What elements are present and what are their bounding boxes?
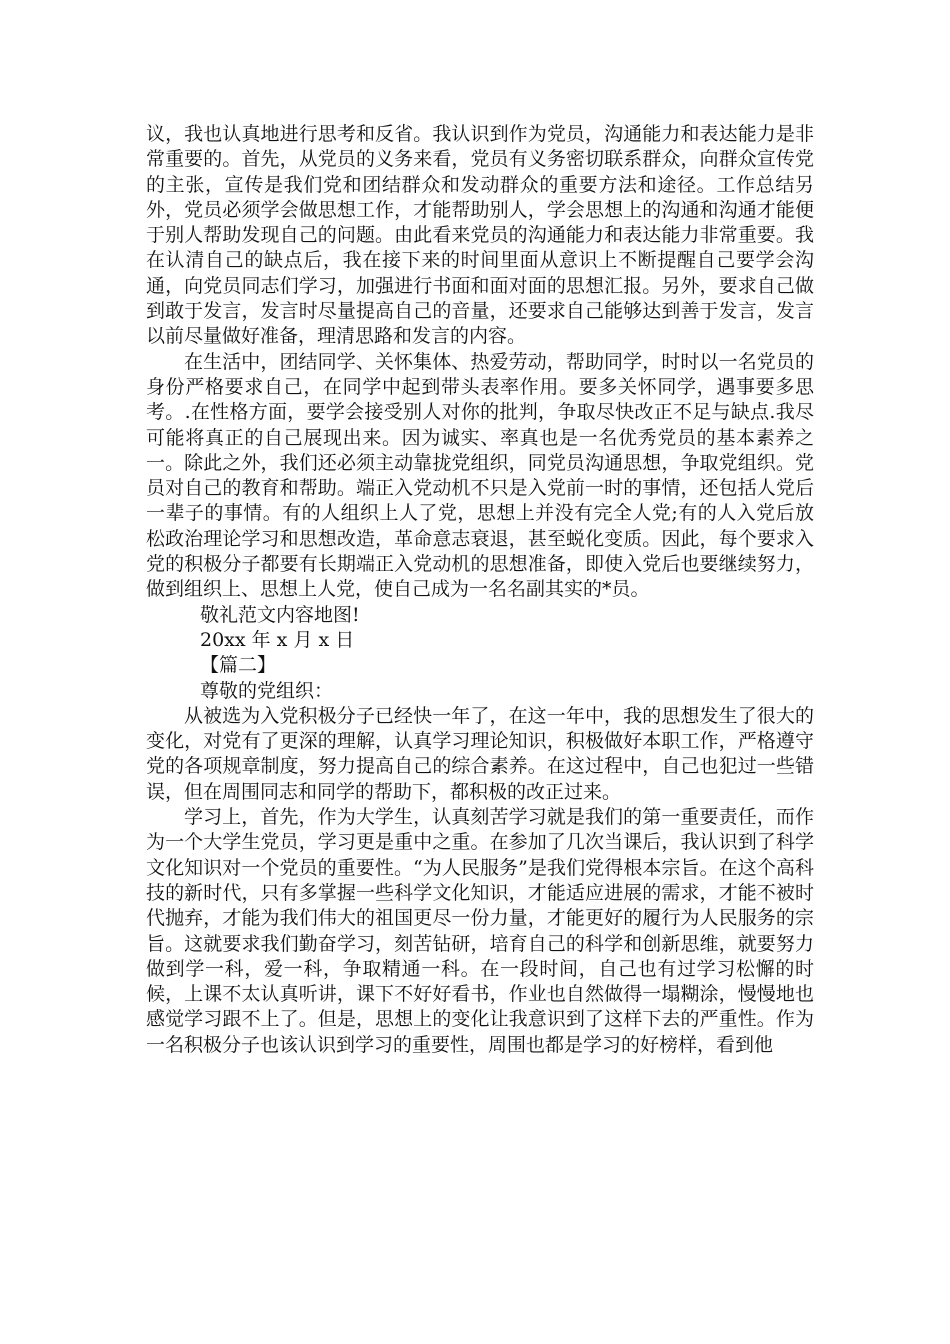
salutation-line: 尊敬的党组织： xyxy=(200,679,334,702)
date-line: 20xx 年 x 月 x 日 xyxy=(200,628,355,651)
paragraph-intro: 从被选为入党积极分子已经快一年了，在这一年中，我的思想发生了很大的变化，对党有了更深的理解，认真学习理论知识，积极做好本职工作，严格遵守党的各项规章制度，努力提高自己的综合素养。在这过程中，自己也犯过一些错误，但在周围同志和同学的帮助下，都积极的改正过来。 xyxy=(146,704,814,803)
document-page xyxy=(146,122,814,1058)
closing-line: 敬礼范文内容地图! xyxy=(200,603,360,626)
paragraph-communication: 议，我也认真地进行思考和反省。我认识到作为党员，沟通能力和表达能力是非常重要的。首先，从党员的义务来看，党员有义务密切联系群众，向群众宣传党的主张，宣传是我们党和团结群众和发动群众的重要方法和途径。工作总结另外，党员必须学会做思想工作，才能帮助别人，学会思想上的沟通和沟通才能便于别人帮助发现自己的问题。由此看来党员的沟通能力和表达能力非常重要。我在认清自己的缺点后，我在接下来的时间里面从意识上不断提醒自己要学会沟通，向党员同志们学习，加强进行书面和面对面的思想汇报。另外，要求自己做到敢于发言，发言时尽量提高自己的音量，还要求自己能够达到善于发言，发言以前尽量做好准备，理清思路和发言的内容。 xyxy=(146,123,814,348)
paragraph-life: 在生活中，团结同学、关怀集体、热爱劳动，帮助同学，时时以一名党员的身份严格要求自己，在同学中起到带头表率作用。要多关怀同学，遇事要多思考。.在性格方面，要学会接受别人对你的批判，争取尽快改正不足与缺点.我尽可能将真正的自己展现出来。因为诚实、率真也是一名优秀党员的基本素养之一。除此之外，我们还必须主动靠拢党组织，同党员沟通思想，争取党组织。党员对自己的教育和帮助。端正入党动机不只是入党前一时的事情，还包括人党后一辈子的事情。有的人组织上人了党，思想上并没有完全人党;有的人入党后放松政治理论学习和思想改造，革命意志衰退，甚至蜕化变质。因此，每个要求入党的积极分子都要有长期端正入党动机的思想准备，即使入党后也要继续努力，做到组织上、思想上人党，使自己成为一名名副其实的*员。 xyxy=(146,350,814,601)
section-heading: 【篇二】 xyxy=(200,654,277,677)
paragraph-study: 学习上，首先，作为大学生，认真刻苦学习就是我们的第一重要责任，而作为一个大学生党员，学习更是重中之重。在参加了几次当课后，我认识到了科学文化知识对一个党员的重要性。“为人民服务”是我们党得根本宗旨。在这个高科技的新时代，只有多掌握一些科学文化知识，才能适应进展的需求，才能不被时代抛弃，才能为我们伟大的祖国更尽一份力量，才能更好的履行为人民服务的宗旨。这就要求我们勤奋学习，刻苦钻研，培育自己的科学和创新思维，就要努力做到学一科，爱一科，争取精通一科。在一段时间，自己也有过学习松懈的时候，上课不太认真听讲，课下不好好看书，作业也自然做得一塌糊涂，慢慢地也感觉学习跟不上了。但是，思想上的变化让我意识到了这样下去的严重性。作为一名积极分子也该认识到学习的重要性，周围也都是学习的好榜样，看到他 xyxy=(146,806,814,1056)
